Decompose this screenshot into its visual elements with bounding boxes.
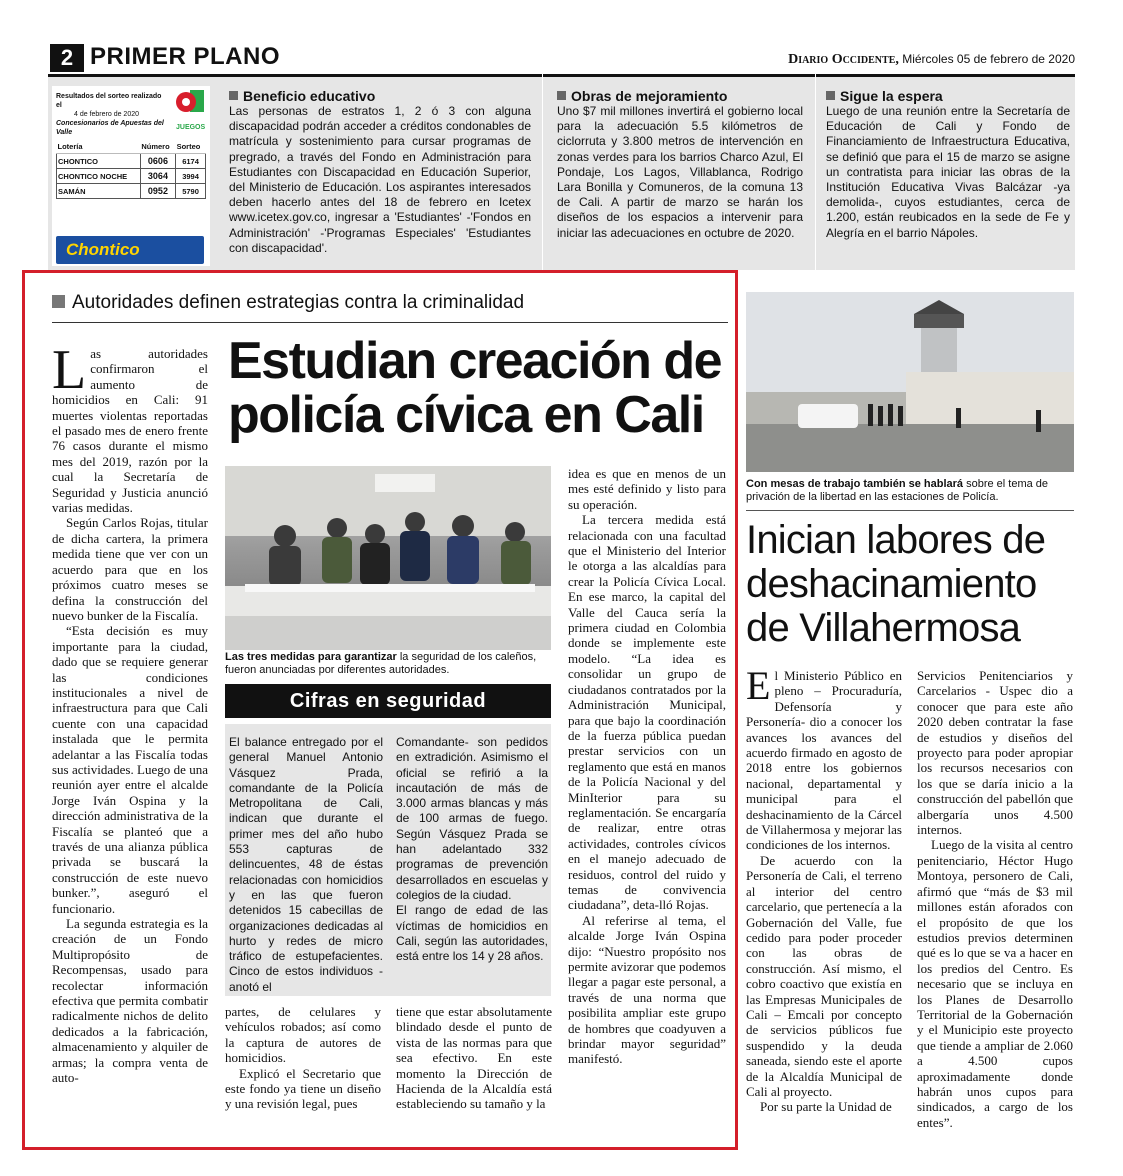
- paragraph: Luego de la visita al centro penitenciario, Héctor Hugo Montoya, personero de Cali, afirmó que “más de $3 mil millones están aforados con el propósito de que los estudios previos determinen qué es lo que se va a hacer en los predios del Centro. Es necesario que se incluya en los Planes de Desarrollo Territorial de la Gobernación y el Municipio este proyecto que tiende a ampliar de 2.060 a 4.500 cupos aproximadamente donde habrán unos cupos para sindicados, a cargo de los entes”.: [917, 837, 1073, 1130]
- kicker-text: Autoridades definen estrategias contra la criminalidad: [72, 292, 525, 313]
- article2-column-1: [746, 663, 902, 1115]
- lottery-logo-icon: [170, 88, 206, 124]
- table-row: [57, 169, 206, 184]
- row-name: SAMÁN: [57, 184, 141, 199]
- row-sorteo: 3994: [176, 169, 206, 184]
- paragraph: partes, de celulares y vehículos robados; así como la captura de autores de homicidios.: [225, 1004, 381, 1066]
- row-numero: 3064: [140, 169, 175, 184]
- col-numero: Número: [140, 140, 175, 154]
- paragraph: l Ministerio Público en pleno – Procuraduría, Defensoría y Personería- dio a conocer los avances los avances del acuerdo firmado en agosto de 2018 entre los gobiernos nacional, departamental y municipal para el deshacinamiento de la Cárcel de Villahermosa y mejorar las condiciones de los internos.: [746, 668, 902, 853]
- paragraph: idea es que en menos de un mes esté definido y listo para su operación.: [568, 466, 726, 512]
- brief-title-text: Obras de mejoramiento: [571, 88, 728, 104]
- paragraph: La segunda estrategia es la creación de un Fondo Multipropósito de Recompensas, usado para recolectar información efectiva que permita combatir radicalmente nichos de delito dedicados a la fabricación, almacenamiento y alquiler de armas; la compra venta de auto-: [52, 916, 208, 1086]
- chontico-logo: Chontico: [56, 236, 204, 264]
- dropcap: L: [52, 339, 87, 401]
- paragraph: as autoridades confirmaron el aumento de homicidios en Cali: 91 muertes violentas reportadas el pasado mes de enero frente 76 casos durante el mismo mes del 2019, razón por la cual la Secretaría de Seguridad y Justicia anunció varias medidas.: [52, 346, 208, 516]
- caption-lead: Con mesas de trabajo también se hablará: [746, 478, 964, 490]
- lottery-table: [56, 140, 206, 199]
- lottery-line1: Resultados del sorteo realizado el: [56, 93, 162, 109]
- brief-text: Luego de una reunión entre la Secretaría de Educación de Cali y Fondo de Financiamiento de Infraestructura Educativa, se definió que para el 15 de marzo se asigne un contratista para iniciar las obras de la Institución Educativa Vivas Balcázar -ya demolida-, cuyos estudiantes, cerca de 1.200, están reubicados en la sede de Fe y Alegría en el barrio Nápoles.: [826, 104, 1070, 240]
- prison-photo-illustration: [746, 292, 1074, 472]
- lottery-logo-text: JUEGOS: [176, 124, 206, 131]
- brief-title: [229, 88, 531, 104]
- brief-title-text: Sigue la espera: [840, 88, 943, 104]
- brief-text: Uno $7 mil millones invertirá el gobierno local para la adecuación 5.5 kilómetros de ciclorruta y 3.800 metros de intervención en zonas verdes para los barrios Charco Azul, El Pondaje, Los Lagos, Villablanca, Rodrigo Lara Bonilla y Comuneros, de la comuna 13 de Cali. A partir de marzo se harán los diseños de los espacios a intervenir para iniciar las adecuaciones en octubre de 2020.: [557, 104, 803, 240]
- dropcap: E: [746, 663, 771, 708]
- article2-column-2: [917, 668, 1073, 1130]
- paragraph: El balance entregado por el general Manuel Antonio Vásquez Prada, comandante de la Policía Metropolitana de Cali, indican que durante el primer mes del año hubo 553 capturas de delincuentes, 48 de éstas relacionadas con homicidios y en las que fueron detenidos 15 cabecillas de organizaciones dedicadas al hurto y redes de micro tráfico de estupefacientes. Cinco de estos individuos -anotó el: [229, 735, 383, 994]
- photo-caption: [225, 651, 551, 677]
- brief-espera: [826, 88, 1070, 241]
- section-title: PRIMER PLANO: [90, 43, 281, 70]
- paragraph: tiene que estar absolutamente blindado desde el punto de vista de las normas para que sea efectivo. En este momento la Dirección de Hacienda de la Alcaldía está estableciendo su tamaño y la: [396, 1004, 552, 1112]
- square-bullet-icon: [826, 91, 835, 100]
- caption-text: la seguridad de los caleños, fueron anunciadas por diferentes autoridades.: [225, 651, 537, 676]
- square-bullet-icon: [229, 91, 238, 100]
- brief-text: Las personas de estratos 1, 2 ó 3 con alguna discapacidad podrán acceder a créditos condonables de matrícula y sostenimiento para cursar programas de pregrado, a través del Fondo en Administración para Estudiantes con Discapacidad en Educación Superior, del Ministerio de Educación. Los aspirantes interesados deben hacerlo antes del 18 de febrero en Icetex www.icetex.gov.co, ingresar a 'Estudiantes' -'Fondos en Administración' -'Programas Especiales' 'Estudiantes con discapacidad'.: [229, 104, 531, 255]
- brief-title: [557, 88, 803, 104]
- newspaper-name: Diario Occidente,: [788, 52, 899, 67]
- lottery-date: 4 de febrero de 2020: [74, 111, 139, 118]
- box-title: Cifras en seguridad: [225, 684, 551, 718]
- issue-date: Miércoles 05 de febrero de 2020: [902, 52, 1075, 66]
- paragraph: La tercera medida está relacionada con una facultad que el Ministerio del Interior le otorga a las alcaldías para crear la Policía Cívica Local. En ese marco, la capital del Valle del Cauca sería la primera ciudad en Colombia donde se implemente este modelo. “La idea es consolidar un grupo de ciudadanos contratados por la Administración Municipal, para que bajo la coordinación de la fuerza pública puedan prestar servicios con un reglamento que está en manos de la Policía Nacional y del MinIterior para su reglamentación. Se encargaría de realizar, entre otras actividades, controles cívicos en el manejo adecuado de residuos, control del ruido y temas de convivencia ciudadana”, deta-lló Rojas.: [568, 512, 726, 913]
- table-row: [57, 154, 206, 169]
- table-row: [57, 184, 206, 199]
- page-number: 2: [50, 44, 84, 72]
- row-name: CHONTICO: [57, 154, 141, 169]
- paragraph: Servicios Penitenciarios y Carcelarios - Uspec dio a conocer que para este año 2020 deben contratar la fase de estudios y diseños del proyecto para poder apropiar los recursos necesarios con los que se daría inicio a la construcción del pabellón que albergaría unos 4.500 internos.: [917, 668, 1073, 838]
- col-sorteo: Sorteo: [176, 140, 206, 154]
- square-bullet-icon: [557, 91, 566, 100]
- paragraph: Según Carlos Rojas, titular de dicha cartera, la primera medida tiene que ver con un acuerdo para que en los próximos cuatro meses se defina la construcción del nuevo bunker de la Fiscalía.: [52, 515, 208, 623]
- table-header-row: [57, 140, 206, 154]
- brief-obras: [557, 88, 803, 241]
- meeting-photo-illustration: [225, 466, 551, 650]
- cifras-column-1: [229, 735, 383, 995]
- prison-photo: [746, 292, 1074, 472]
- lottery-header: [56, 92, 166, 137]
- article1-column-4: [568, 466, 726, 1067]
- brief-title-text: Beneficio educativo: [243, 88, 376, 104]
- cifras-column-2: [396, 735, 548, 964]
- meeting-photo: [225, 466, 551, 650]
- row-name: CHONTICO NOCHE: [57, 169, 141, 184]
- caption-rule: [746, 510, 1074, 511]
- square-bullet-icon: [52, 295, 65, 308]
- brief-title: [826, 88, 1070, 104]
- paragraph: “Esta decisión es muy importante para la ciudad, dado que se requiere generar las condiciones institucionales a nivel de infraestructura para que Cali cuente con una capacidad instalada que le permita adelantar a las Fiscalía todas sus actividades. Luego de una reunión ayer entre el alcalde Jorge Iván Ospina y la dirección administrativa de la Fiscalía se planteó que a través de una alianza pública privada se buscará la construcción de este nuevo bunker.”, aseguró el funcionario.: [52, 623, 208, 916]
- dateline: [788, 52, 1075, 68]
- row-numero: 0606: [140, 154, 175, 169]
- photo-caption: [746, 478, 1074, 504]
- kicker-rule: [52, 322, 728, 323]
- article1-column-1: [52, 339, 208, 1086]
- row-sorteo: 6174: [176, 154, 206, 169]
- brief-beneficio: [229, 88, 531, 256]
- paragraph: Por su parte la Unidad de: [760, 1099, 892, 1115]
- article1-column-2: [225, 1004, 381, 1112]
- caption-text: sobre el tema de privación de la libertad en las estaciones de Policía.: [746, 478, 1049, 503]
- article-headline: Inician labores de deshacinamiento de Villahermosa: [746, 518, 1046, 650]
- paragraph: Explicó el Secretario que este fondo ya tiene un diseño y una revisión legal, pues: [225, 1065, 381, 1112]
- brief-divider: [815, 74, 816, 270]
- article-headline: Estudian creación de policía cívica en Cali: [228, 332, 722, 444]
- paragraph: El rango de edad de las víctimas de homicidios en Cali, según las autoridades, está entre los 14 y 28 años.: [396, 903, 548, 964]
- lottery-results: [52, 86, 210, 266]
- caption-lead: Las tres medidas para garantizar: [225, 651, 397, 663]
- article1-column-3: [396, 1004, 552, 1112]
- row-sorteo: 5790: [176, 184, 206, 199]
- paragraph: Al referirse al tema, el alcalde Jorge Iván Ospina dijo: “Nuestro propósito nos permite avizorar que podemos llegar a pagar este personal, a través de una norma que posibilita ampliar este grupo de hombres que coadyuven a brindar mayor seguridad” manifestó.: [568, 912, 726, 1067]
- row-numero: 0952: [140, 184, 175, 199]
- paragraph: Comandante- son pedidos en extradición. Asimismo el oficial se refirió a la incautación de más de 3.000 armas blancas y más de 100 armas de fuego. Según Vásquez Prada se han adelantado 332 programas de prevención desarrollados en escuelas y colegios de la ciudad.: [396, 735, 548, 902]
- article-kicker: [52, 292, 524, 314]
- paragraph: De acuerdo con la Personería de Cali, el terreno al interior del centro carcelario, que pertenecía a la Gobernación del Valle, fue cedido para poder proceder con las obras de construcción. Así mismo, el cobro coactivo que existía en las Empresas Municipales de Cali – Emcali por concepto de servicios públicos fue suspendido y la deuda saneada, siendo este el aporte de la Alcaldía Municipal de Cali al proyecto.: [746, 852, 902, 1099]
- lottery-concession: Concesionarios de Apuestas del Valle: [56, 120, 164, 136]
- col-loteria: Lotería: [57, 140, 141, 154]
- brief-divider: [542, 74, 543, 270]
